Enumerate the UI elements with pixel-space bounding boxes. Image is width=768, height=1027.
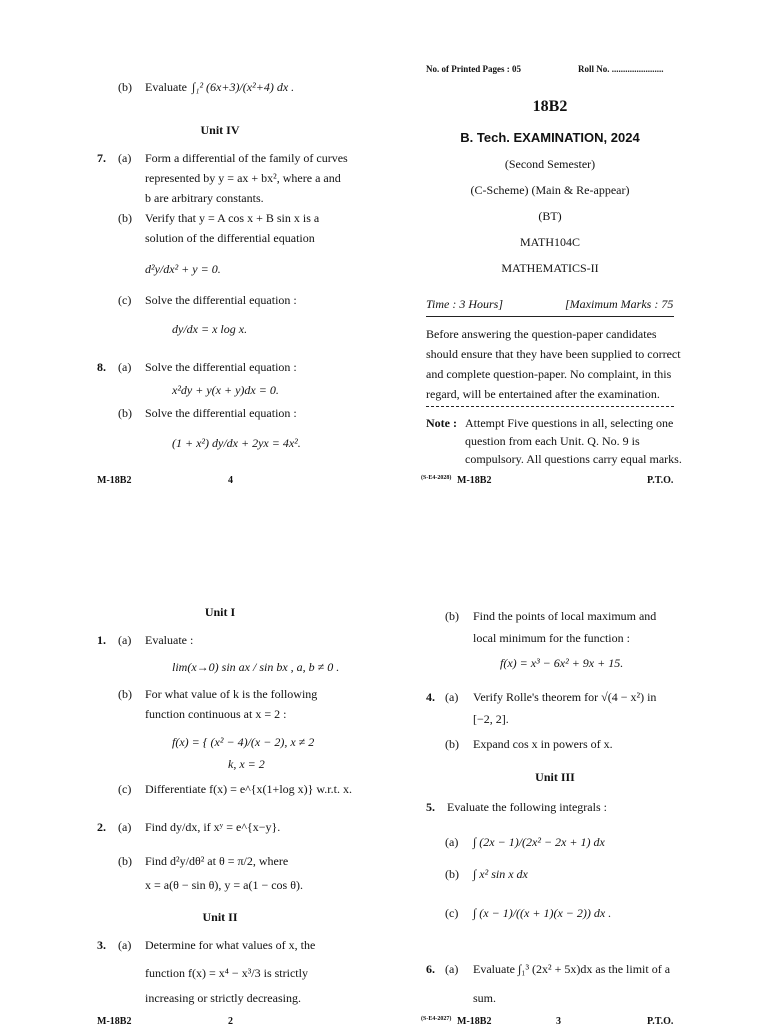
q6a-text: Evaluate ∫₁³ (2x² + 5x)dx as the limit of a xyxy=(473,962,671,976)
q1b-line-1: For what value of k is the following xyxy=(145,687,318,701)
q1a-text: Evaluate : xyxy=(145,633,194,647)
divider-top xyxy=(426,316,674,317)
q5b-label: (b) xyxy=(445,867,459,881)
instructions-line-2: should ensure that they have been supplied to correct xyxy=(426,347,681,361)
time-allowed: Time : 3 Hours] xyxy=(426,297,504,311)
footer-print-code: (S-E4-2028) xyxy=(421,475,452,481)
q8a-math: x²dy + y(x + y)dx = 0. xyxy=(172,383,279,397)
q1-number: 1. xyxy=(97,633,106,647)
q5a-label: (a) xyxy=(445,835,459,849)
footer-pto: P.T.O. xyxy=(647,1016,674,1027)
q5c-math: ∫ (x − 1)/((x + 1)(x − 2)) dx . xyxy=(473,906,612,920)
q1b-label: (b) xyxy=(118,687,132,701)
q2a-label: (a) xyxy=(118,820,132,834)
note-line-3: compulsory. All questions carry equal marks. xyxy=(465,452,682,466)
instructions-line-4: regard, will be entertained after the examination. xyxy=(426,387,660,401)
semester: (Second Semester) xyxy=(504,157,596,171)
q1a-label: (a) xyxy=(118,633,132,647)
maximum-marks: [Maximum Marks : 75 xyxy=(565,297,674,311)
q1c-label: (c) xyxy=(118,782,132,796)
course-code: MATH104C xyxy=(519,235,580,249)
q7b-math: d²y/dx² + y = 0. xyxy=(145,262,221,276)
q3-number: 3. xyxy=(97,938,106,952)
unit-iv-heading: Unit IV xyxy=(200,123,240,137)
q2b-line-2: x = a(θ − sin θ), y = a(1 − cos θ). xyxy=(145,878,303,892)
q7c-text: Solve the differential equation : xyxy=(145,293,297,307)
footer-print-code: (S-E4-2027) xyxy=(421,1016,452,1022)
q1b-line-2: function continuous at x = 2 : xyxy=(145,707,287,721)
printed-pages: No. of Printed Pages : 05 xyxy=(426,64,521,74)
q8b-label: (b) xyxy=(118,406,132,420)
q7b-line-2: solution of the differential equation xyxy=(145,231,315,245)
q6a-label: (a) xyxy=(445,962,459,976)
note-label: Note : xyxy=(426,416,457,430)
scheme: (C-Scheme) (Main & Re-appear) xyxy=(470,183,630,197)
q7b-line-1: Verify that y = A cos x + B sin x is a xyxy=(145,211,320,225)
q8b-text: Solve the differential equation : xyxy=(145,406,297,420)
q1b-math-case-1: f(x) = { (x² − 4)/(x − 2), x ≠ 2 xyxy=(172,735,315,749)
note-line-1: Attempt Five questions in all, selecting one xyxy=(465,416,674,430)
footer-code: M-18B2 xyxy=(97,1016,132,1027)
q4a-line-2: [−2, 2]. xyxy=(473,712,509,726)
q3b-line-1: Find the points of local maximum and xyxy=(473,609,657,623)
q2a-text: Find dy/dx, if xʸ = e^{x−y}. xyxy=(145,820,281,834)
q6b-math: ∫₁² (6x+3)/(x²+4) dx . xyxy=(192,80,295,94)
q7b-label: (b) xyxy=(118,211,132,225)
q4-number: 4. xyxy=(426,690,435,704)
q8a-label: (a) xyxy=(118,360,132,374)
q4a-label: (a) xyxy=(445,690,459,704)
q3b-math: f(x) = x³ − 6x² + 9x + 15. xyxy=(500,656,624,670)
q4b-label: (b) xyxy=(445,737,459,751)
unit-ii-heading: Unit II xyxy=(202,910,238,924)
unit-i-heading: Unit I xyxy=(204,605,236,619)
footer-page-number: 3 xyxy=(556,1016,561,1027)
note-line-2: question from each Unit. Q. No. 9 is xyxy=(465,434,640,448)
q3a-line-2: function f(x) = x⁴ − x³/3 is strictly xyxy=(145,966,308,980)
q3b-label: (b) xyxy=(445,609,459,623)
exam-title: B. Tech. EXAMINATION, 2024 xyxy=(460,130,640,145)
footer-code: M-18B2 xyxy=(97,475,132,486)
course-name: MATHEMATICS-II xyxy=(501,261,599,275)
q8b-math: (1 + x²) dy/dx + 2yx = 4x². xyxy=(172,436,301,450)
footer-code: M-18B2 xyxy=(457,475,492,486)
q7a-line-3: b are arbitrary constants. xyxy=(145,191,264,205)
q3a-label: (a) xyxy=(118,938,132,952)
q6a-text-cont: sum. xyxy=(473,991,497,1005)
q4a-line-1: Verify Rolle's theorem for √(4 − x²) in xyxy=(473,690,657,704)
q7a-label: (a) xyxy=(118,151,132,165)
q3a-line-1: Determine for what values of x, the xyxy=(145,938,316,952)
q6b-label: (b) xyxy=(118,80,132,94)
divider-bottom xyxy=(426,406,674,407)
footer-page-number: 2 xyxy=(228,1016,233,1027)
q8a-text: Solve the differential equation : xyxy=(145,360,297,374)
footer-pto: P.T.O. xyxy=(647,475,674,486)
q8-number: 8. xyxy=(97,360,106,374)
branch: (BT) xyxy=(538,209,562,223)
q3a-line-3: increasing or strictly decreasing. xyxy=(145,991,301,1005)
instructions-line-1: Before answering the question-paper candidates xyxy=(426,327,657,341)
q5-text: Evaluate the following integrals : xyxy=(447,800,607,814)
q7a-line-1: Form a differential of the family of curves xyxy=(145,151,348,165)
q2b-line-1: Find d²y/dθ² at θ = π/2, where xyxy=(145,854,289,868)
footer-code: M-18B2 xyxy=(457,1016,492,1027)
q1c-text: Differentiate f(x) = e^{x(1+log x)} w.r.t. x. xyxy=(145,782,352,796)
q5b-math: ∫ x² sin x dx xyxy=(473,867,528,881)
q1a-math: lim(x→0) sin ax / sin bx , a, b ≠ 0 . xyxy=(172,660,340,674)
q3b-line-2: local minimum for the function : xyxy=(473,631,630,645)
q7-number: 7. xyxy=(97,151,106,165)
q7c-label: (c) xyxy=(118,293,132,307)
q2-number: 2. xyxy=(97,820,106,834)
q2b-label: (b) xyxy=(118,854,132,868)
unit-iii-heading: Unit III xyxy=(535,770,575,784)
roll-number: Roll No. ....................... xyxy=(578,64,664,74)
instructions-line-3: and complete question-paper. No complaint, in this xyxy=(426,367,672,381)
paper-code: 18B2 xyxy=(532,98,568,115)
q5a-math: ∫ (2x − 1)/(2x² − 2x + 1) dx xyxy=(473,835,605,849)
footer-page-number: 4 xyxy=(228,475,233,486)
q5-number: 5. xyxy=(426,800,435,814)
q6-number: 6. xyxy=(426,962,435,976)
q1b-math-case-2: k, x = 2 xyxy=(228,757,265,771)
q7c-math: dy/dx = x log x. xyxy=(172,322,248,336)
q5c-label: (c) xyxy=(445,906,459,920)
q6b-text: Evaluate xyxy=(145,80,187,94)
q4b-text: Expand cos x in powers of x. xyxy=(473,737,613,751)
q7a-line-2: represented by y = ax + bx², where a and xyxy=(145,171,341,185)
